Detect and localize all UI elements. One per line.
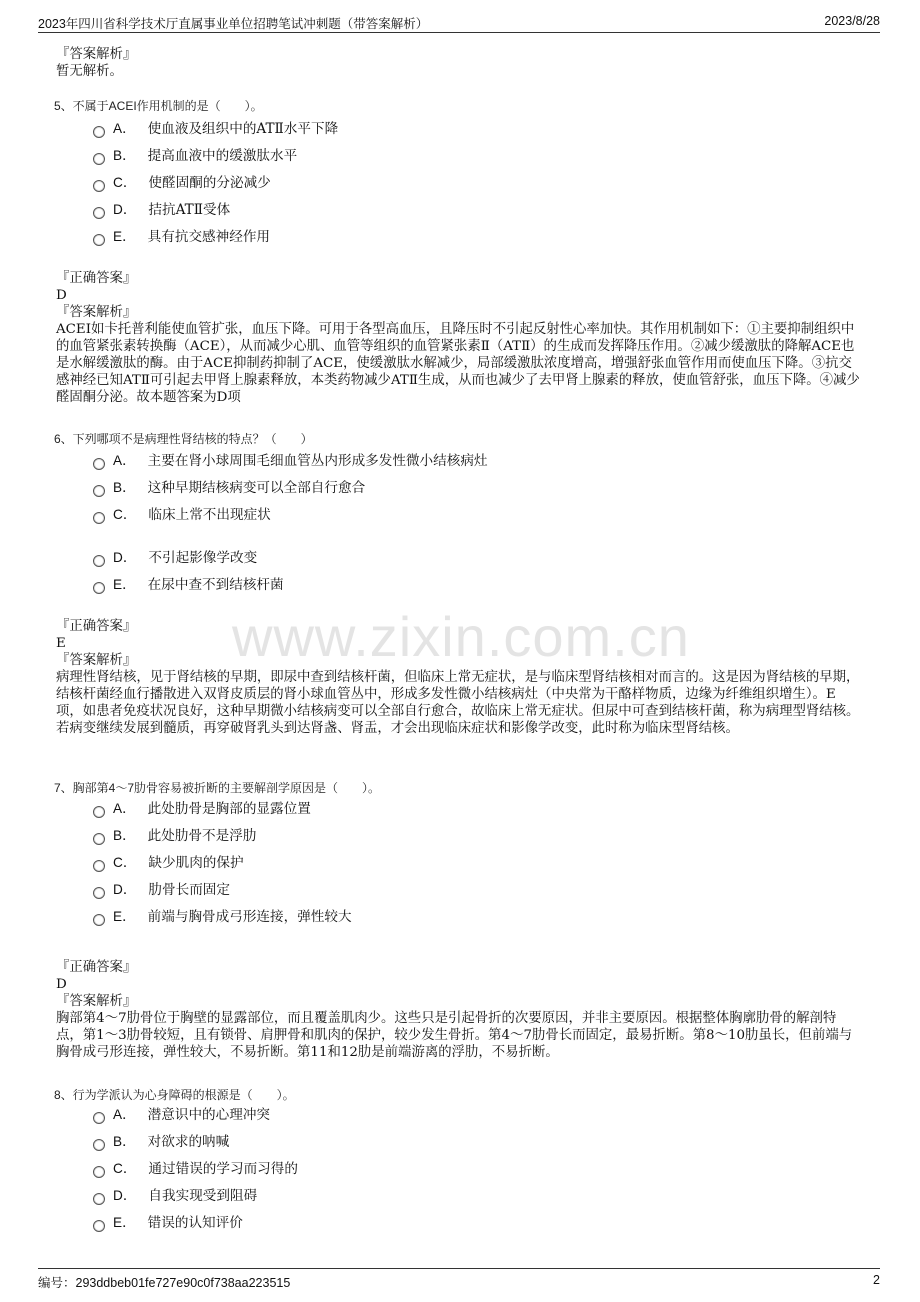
answer-label: 『正确答案』: [56, 619, 137, 634]
radio-icon[interactable]: [93, 458, 105, 470]
option-d[interactable]: D． 肋骨长而固定: [93, 880, 230, 900]
option-e[interactable]: E． 具有抗交感神经作用: [93, 227, 270, 247]
radio-icon[interactable]: [93, 582, 105, 594]
radio-icon[interactable]: [93, 512, 105, 524]
analysis-text: ACEI如卡托普利能使血管扩张，血压下降。可用于各型高血压，且降压时不引起反射性心率加快。其作用机制如下：①主要抑制组织中的血管紧张素转换酶（ACE），从而减少心肌、血管等组织的血管紧张素Ⅱ（ATⅡ）的生成而发挥降压作用。②减少缓激肽的降解ACE也是水解缓激肽的酶。由于ACE抑制药抑制了ACE，使缓激肽水解减少，局部缓激肽浓度增高，增强舒张血管作用而使血压下降。③抗交感神经已知ATⅡ可引起去甲肾上腺素释放，本类药物减少ATⅡ生成，从而也减少了去甲肾上腺素的释放，使血管舒张，血压下降。④减少醛固酮分泌。故本题答案为D项: [56, 322, 860, 405]
option-a[interactable]: A． 潜意识中的心理冲突: [93, 1105, 270, 1125]
option-d[interactable]: D． 自我实现受到阻碍: [93, 1186, 257, 1206]
radio-icon[interactable]: [93, 485, 105, 497]
option-d[interactable]: D． 不引起影像学改变: [93, 548, 257, 568]
document-date: 2023/8/28: [824, 14, 880, 28]
radio-icon[interactable]: [93, 914, 105, 926]
radio-icon[interactable]: [93, 833, 105, 845]
option-e[interactable]: E． 前端与胸骨成弓形连接，弹性较大: [93, 907, 352, 927]
answer-value: E: [56, 636, 66, 651]
radio-icon[interactable]: [93, 860, 105, 872]
previous-analysis: [56, 46, 862, 80]
radio-icon[interactable]: [93, 180, 105, 192]
option-a[interactable]: A． 此处肋骨是胸部的显露位置: [93, 799, 311, 819]
question-title: 7、胸部第4～7肋骨容易被折断的主要解剖学原因是（ ）。: [54, 781, 381, 795]
option-a[interactable]: A． 主要在肾小球周围毛细血管丛内形成多发性微小结核病灶: [93, 451, 488, 471]
radio-icon[interactable]: [93, 207, 105, 219]
analysis-label: 『答案解析』: [56, 305, 137, 320]
answer-label: 『正确答案』: [56, 960, 137, 975]
radio-icon[interactable]: [93, 1193, 105, 1205]
question-title: 5、不属于ACEI作用机制的是（ ）。: [54, 99, 263, 113]
answer-block: [56, 270, 862, 406]
option-c[interactable]: C． 通过错误的学习而习得的: [93, 1159, 298, 1179]
radio-icon[interactable]: [93, 1166, 105, 1178]
analysis-label: 『答案解析』: [56, 653, 137, 668]
document-title: 2023年四川省科学技术厅直属事业单位招聘笔试冲刺题（带答案解析）: [38, 17, 429, 31]
question-title: 6、下列哪项不是病理性肾结核的特点？（ ）: [54, 432, 313, 446]
question-title: 8、行为学派认为心身障碍的根源是（ ）。: [54, 1088, 295, 1102]
option-b[interactable]: B． 提高血液中的缓激肽水平: [93, 146, 297, 166]
answer-block: [56, 618, 862, 737]
radio-icon[interactable]: [93, 806, 105, 818]
radio-icon[interactable]: [93, 887, 105, 899]
document-code: 编号：293ddbeb01fe727e90c0f738aa223515: [38, 1276, 291, 1290]
option-c[interactable]: C． 使醛固酮的分泌减少: [93, 173, 271, 193]
answer-block: [56, 959, 862, 1061]
page-footer: [38, 1268, 880, 1291]
page-number: 2: [873, 1273, 880, 1287]
analysis-label: 『答案解析』: [56, 47, 137, 62]
watermark: www.zixin.com.cn: [232, 605, 690, 668]
analysis-label: 『答案解析』: [56, 994, 137, 1009]
radio-icon[interactable]: [93, 555, 105, 567]
radio-icon[interactable]: [93, 234, 105, 246]
analysis-text: 病理性肾结核，见于肾结核的早期，即尿中查到结核杆菌，但临床上常无症状，是与临床型肾结核相对而言的。这是因为肾结核的早期，结核杆菌经血行播散进入双肾皮质层的肾小球血管丛中，形成多发性微小结核病灶（中央常为干酪样物质，边缘为纤维组织增生）。E项，如患者免疫状况良好，这种早期微小结核病变可以全部自行愈合，故临床上常无症状。但尿中可查到结核杆菌，称为病理型肾结核。若病变继续发展到髓质，再穿破肾乳头到达肾盏、肾盂，才会出现临床症状和影像学改变，此时称为临床型肾结核。: [56, 670, 860, 736]
answer-value: D: [56, 977, 67, 992]
radio-icon[interactable]: [93, 1139, 105, 1151]
option-a[interactable]: A． 使血液及组织中的ATⅡ水平下降: [93, 119, 338, 139]
option-c[interactable]: C． 缺少肌肉的保护: [93, 853, 244, 873]
analysis-text: 暂无解析。: [56, 64, 123, 79]
option-e[interactable]: E． 在尿中查不到结核杆菌: [93, 575, 284, 595]
option-c[interactable]: C． 临床上常不出现症状: [93, 505, 271, 525]
option-d[interactable]: D． 拮抗ATⅡ受体: [93, 200, 230, 220]
option-b[interactable]: B． 对欲求的呐喊: [93, 1132, 229, 1152]
page-header: [38, 12, 880, 33]
option-b[interactable]: B． 这种早期结核病变可以全部自行愈合: [93, 478, 365, 498]
answer-value: D: [56, 288, 67, 303]
radio-icon[interactable]: [93, 126, 105, 138]
radio-icon[interactable]: [93, 1112, 105, 1124]
option-e[interactable]: E． 错误的认知评价: [93, 1213, 243, 1233]
answer-label: 『正确答案』: [56, 271, 137, 286]
radio-icon[interactable]: [93, 1220, 105, 1232]
analysis-text: 胸部第4～7肋骨位于胸壁的显露部位，而且覆盖肌肉少。这些只是引起骨折的次要原因，并非主要原因。根据整体胸廓肋骨的解剖特点，第1～3肋骨较短，且有锁骨、肩胛骨和肌肉的保护，较少发生骨折。第4～7肋骨长而固定，最易折断。第8～10肋虽长，但前端与胸骨成弓形连接，弹性较大，不易折断。第11和12肋是前端游离的浮肋，不易折断。: [56, 1011, 853, 1060]
radio-icon[interactable]: [93, 153, 105, 165]
option-b[interactable]: B． 此处肋骨不是浮肋: [93, 826, 256, 846]
